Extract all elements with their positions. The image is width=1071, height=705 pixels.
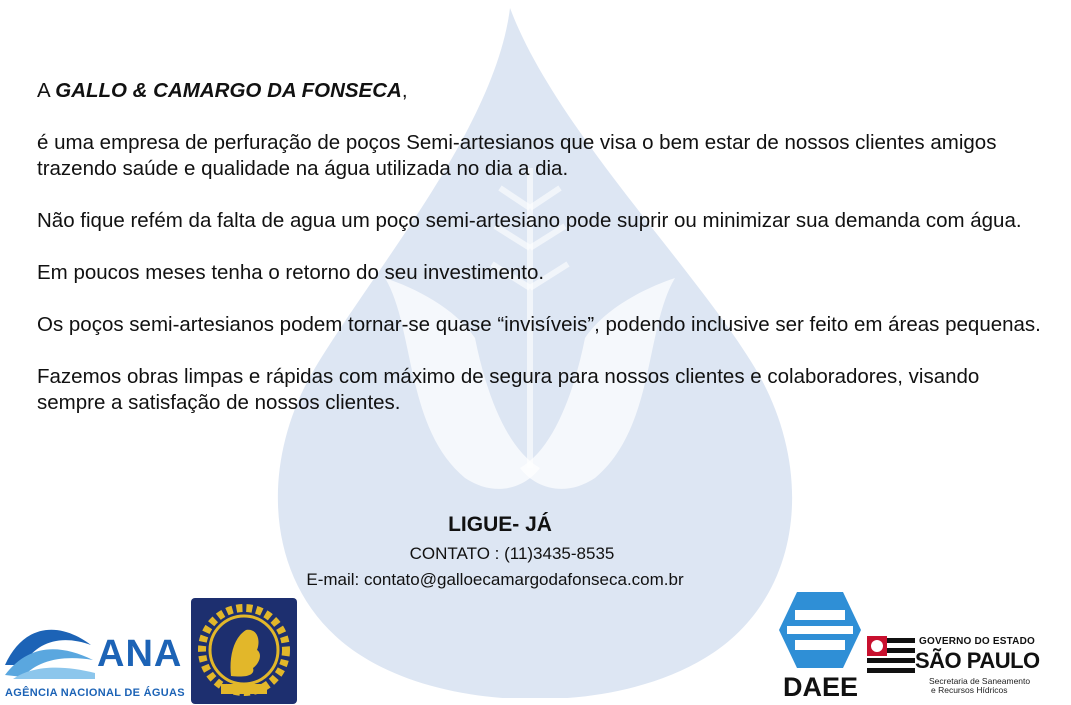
engineering-emblem-icon (191, 598, 297, 704)
ana-name: ANA (97, 633, 183, 675)
headline (37, 78, 1047, 104)
paragraph-invisible: Os poços semi-artesianos podem tornar-se quase “invisíveis”, podendo inclusive ser feito em áreas pequenas. (37, 313, 1041, 336)
sp-secretariat-line1: Secretaria de Saneamento (929, 676, 1031, 686)
daee-logo (775, 590, 865, 705)
contact-phone: CONTATO : (11)3435-8535 (409, 544, 615, 563)
sp-state-name: SÃO PAULO (915, 648, 1040, 673)
paragraph-clean-works: Fazemos obras limpas e rápidas com máximo de segura para nossos clientes e colaboradores, visando sempre a satisfação de nossos clientes. (37, 365, 980, 414)
ana-logo (3, 615, 188, 705)
paragraph-intro: é uma empresa de perfuração de poços Semi-artesianos que visa o bem estar de nossos clientes amigos trazendo saúde e qualidade na água utilizada no dia a dia. (37, 131, 997, 180)
sp-government-label: GOVERNO DO ESTADO (919, 636, 1036, 647)
paragraph-demand: Não fique refém da falta de agua um poço semi-artesiano pode suprir ou minimizar sua demanda com água. (37, 209, 1022, 232)
contact-email[interactable]: E-mail: contato@galloecamargodafonseca.com.br (306, 570, 684, 589)
headline-prefix: A (37, 79, 56, 102)
daee-symbol-icon (775, 590, 865, 672)
sao-paulo-government-logo (865, 628, 1050, 703)
body-text (37, 78, 1047, 442)
ana-wave-icon (3, 615, 98, 680)
headline-suffix: , (401, 79, 408, 102)
ana-subtitle: AGÊNCIA NACIONAL DE ÁGUAS (5, 687, 185, 699)
call-to-action-title: LIGUE- JÁ (448, 513, 552, 536)
sp-flag-icon (865, 634, 917, 684)
daee-name: DAEE (783, 672, 859, 702)
sp-secretariat-line2: e Recursos Hídricos (931, 685, 1008, 695)
company-name: GALLO & CAMARGO DA FONSECA (55, 79, 402, 102)
paragraph-return: Em poucos meses tenha o retorno do seu investimento. (37, 261, 545, 284)
